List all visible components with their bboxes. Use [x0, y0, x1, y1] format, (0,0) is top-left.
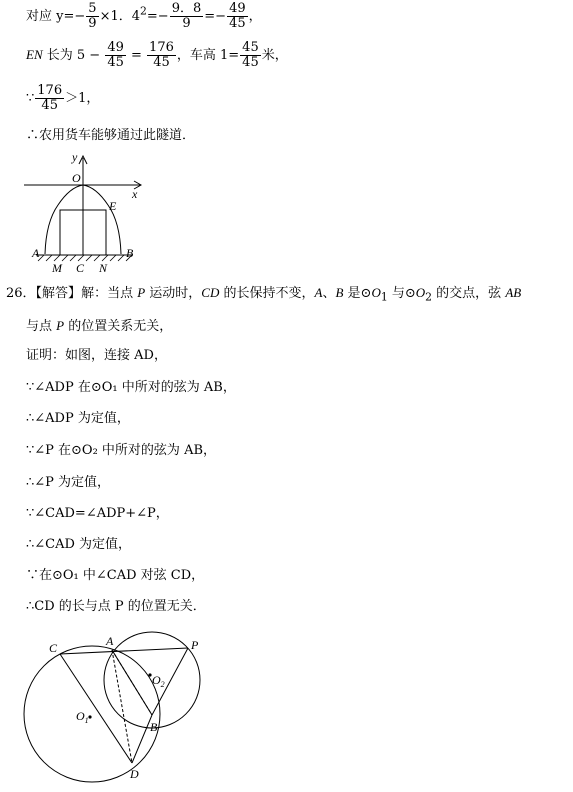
denominator: 9: [88, 16, 97, 31]
text: 运动时，: [145, 286, 202, 301]
fraction-176-45: [147, 41, 176, 70]
label-b: B: [150, 720, 158, 734]
denominator: 45: [229, 16, 246, 31]
label-a: A: [32, 246, 40, 260]
because-symbol: ∵: [26, 91, 35, 106]
label-b: B: [126, 246, 134, 260]
text: 与⊙: [387, 286, 416, 301]
line-b-d: [132, 715, 152, 763]
question-26-line-1: [6, 285, 521, 306]
label-a: A: [106, 634, 114, 648]
text: 的位置关系无关，: [64, 319, 173, 334]
line-c-p: [60, 648, 188, 654]
numerator: 176: [37, 83, 63, 98]
center-o1-dot: [88, 715, 91, 718]
question-26-line-2: [26, 318, 172, 335]
text: 长为 5 −: [42, 48, 105, 63]
text: 与点: [26, 319, 57, 334]
text: 的交点，弦: [432, 286, 506, 301]
conclusion-line: ∴农用货车能够通过此隧道．: [26, 128, 196, 143]
numerator: 45: [242, 40, 259, 55]
question-number: 26．: [6, 286, 36, 301]
point-p: P: [137, 285, 146, 300]
fraction-176-45: [35, 84, 64, 113]
proof-line: ∴CD 的长与点 P 的位置无关．: [26, 599, 206, 614]
fraction-49-45: [227, 2, 248, 31]
subscript: 2: [425, 290, 433, 304]
label-o1: $O_1$: [76, 709, 89, 725]
proof-line: 证明：如图，连接 AD，: [26, 348, 167, 363]
circle-o2: O: [415, 285, 426, 300]
label-m: M: [52, 261, 62, 275]
text: 、: [322, 286, 336, 301]
chord-ab: AB: [505, 285, 522, 300]
minus-sign: −: [74, 9, 86, 24]
fraction-5-9: [86, 2, 98, 31]
label-x: x: [132, 187, 138, 201]
proof-line: ∵∠P 在⊙O₂ 中所对的弦为 AB，: [26, 443, 217, 458]
proof-line: ∵在⊙O₁ 中∠CAD 对弦 CD，: [26, 568, 205, 583]
subscript: 1: [380, 290, 388, 304]
fraction-9.8-9: [170, 2, 204, 31]
equals: =: [126, 48, 147, 63]
proof-line: ∴∠CAD 为定值，: [26, 537, 132, 552]
equals: =: [204, 9, 216, 24]
segment-cd: CD: [201, 285, 220, 300]
label-n: N: [99, 261, 108, 275]
proof-line: ∵∠CAD=∠ADP+∠P，: [26, 506, 169, 521]
equation-line-1: [26, 2, 262, 31]
proof-line: ∴∠ADP 为定值，: [26, 411, 130, 426]
equation-line-2: [26, 41, 288, 70]
label-y: y: [72, 150, 78, 164]
exponent: 2: [140, 4, 147, 18]
point-p: P: [56, 318, 65, 333]
two-circles-figure: [20, 630, 230, 790]
equation-line-3: [26, 84, 99, 113]
text: 的长保持不变，: [219, 286, 315, 301]
proof-line: ∵∠ADP 在⊙O₁ 中所对的弦为 AB，: [26, 380, 236, 395]
segment-en: EN: [26, 47, 43, 62]
text: ×1．4: [99, 9, 140, 24]
label-c: C: [49, 641, 58, 655]
label-p: P: [191, 638, 199, 652]
point-b: B: [335, 285, 344, 300]
text: 对应 y=: [26, 9, 75, 24]
denominator: 45: [153, 55, 170, 70]
label-c: C: [76, 261, 85, 275]
denominator: 9: [182, 16, 191, 31]
circle-o1: O: [371, 285, 381, 300]
minus-sign: −: [157, 9, 169, 24]
equals: =: [146, 9, 158, 24]
text: 解：当点: [81, 286, 138, 301]
label-o2: $O_2$: [152, 673, 165, 689]
denominator: 45: [41, 98, 58, 113]
proof-line: ∴∠P 为定值，: [26, 475, 111, 490]
answer-tag: 【解答】: [35, 286, 82, 301]
parabola-tunnel-figure: [20, 150, 150, 275]
text: 是⊙: [343, 286, 372, 301]
label-o: O: [72, 171, 81, 185]
numerator: 49: [107, 40, 124, 55]
numerator: 176: [149, 40, 174, 55]
text: ＞1，: [65, 91, 100, 106]
fraction-45-45: [240, 41, 261, 70]
comma: ，: [248, 9, 262, 24]
numerator: 9．8: [171, 1, 202, 16]
denominator: 45: [242, 55, 259, 70]
denominator: 45: [107, 55, 124, 70]
line-c-d: [60, 654, 132, 763]
circle-o1: [24, 646, 160, 782]
text: ，车高 1=: [176, 48, 240, 63]
point-a: A: [314, 285, 323, 300]
label-e: E: [109, 199, 117, 213]
fraction-49-45: [105, 41, 126, 70]
numerator: 5: [88, 1, 97, 16]
label-d: D: [130, 767, 139, 781]
minus-sign: −: [215, 9, 227, 24]
numerator: 49: [229, 1, 246, 16]
text: 米，: [261, 48, 288, 63]
